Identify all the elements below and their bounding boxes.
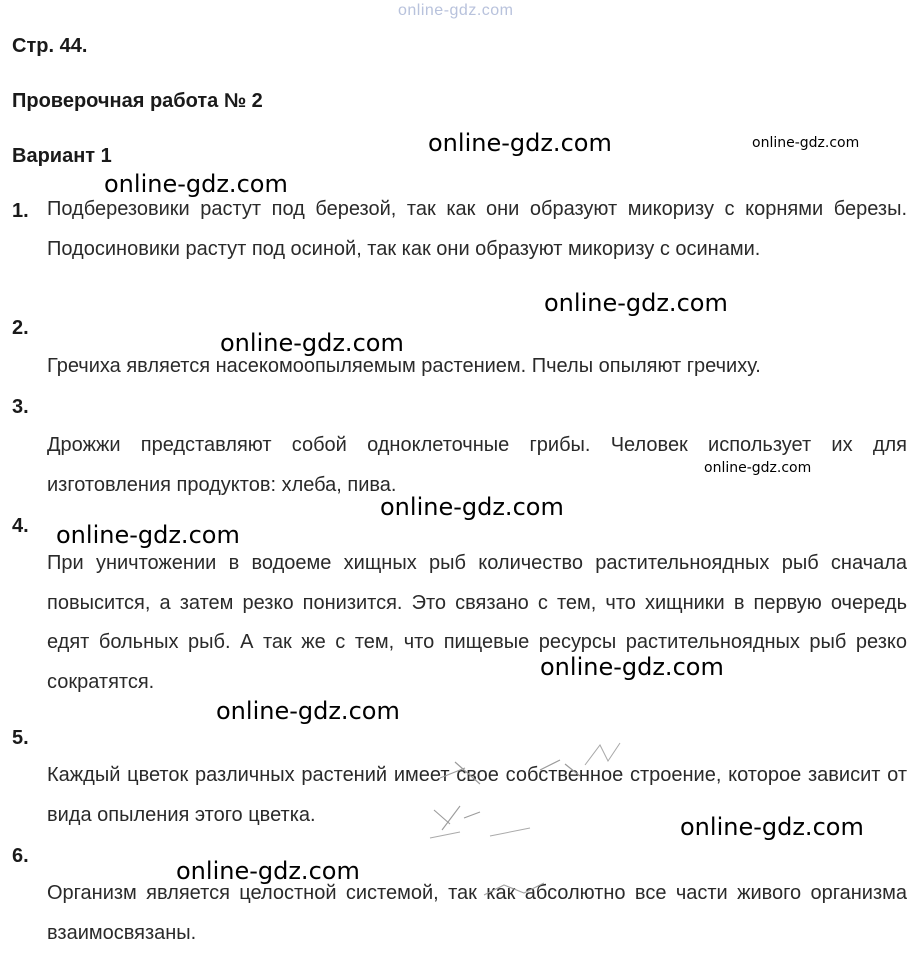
- answer-text: Дрожжи представляют собой одноклеточные грибы. Человек использует их для изготовления продуктов: хлеба, пива.: [47, 434, 907, 496]
- top-watermark: online-gdz.com: [398, 2, 514, 19]
- answer-text: Каждый цветок различных растений имеет свое собственное строение, которое зависит от вида опыления этого цветка.: [47, 764, 907, 826]
- answer-number: 5.: [12, 727, 29, 749]
- watermark: online-gdz.com: [380, 493, 564, 521]
- watermark: online-gdz.com: [752, 135, 860, 151]
- page-reference: Стр. 44.: [12, 35, 88, 57]
- watermark: online-gdz.com: [540, 653, 724, 681]
- watermark: online-gdz.com: [176, 857, 360, 885]
- variant-heading: Вариант 1: [12, 145, 112, 167]
- watermark: online-gdz.com: [216, 697, 400, 725]
- answer-text: При уничтожении в водоеме хищных рыб количество растительноядных рыб сначала повысится, а затем резко понизится. Это связано с тем, что хищники в первую очередь едят больных рыб. А так же с тем, что пищевые ресурсы растительноядных рыб резко сократятся.: [47, 552, 907, 693]
- watermark: online-gdz.com: [680, 813, 864, 841]
- answer-number: 3.: [12, 396, 29, 418]
- answer-text: Гречиха является насекомоопыляемым растением. Пчелы опыляют гречиху.: [47, 355, 761, 377]
- watermark: online-gdz.com: [544, 289, 728, 317]
- work-title: Проверочная работа № 2: [12, 90, 263, 112]
- answer-number: 4.: [12, 515, 29, 537]
- answer-text: Подберезовики растут под березой, так как они образуют микоризу с корнями березы. Подосиновики растут под осиной, так как они образуют микоризу с осинами.: [47, 198, 907, 260]
- watermark: online-gdz.com: [220, 329, 404, 357]
- watermark: online-gdz.com: [56, 521, 240, 549]
- answer-text: Организм является целостной системой, так как абсолютно все части живого организма взаимосвязаны.: [47, 882, 907, 944]
- answer-number: 6.: [12, 845, 29, 867]
- watermark: online-gdz.com: [704, 460, 812, 476]
- answer-number: 2.: [12, 317, 29, 339]
- watermark: online-gdz.com: [104, 170, 288, 198]
- answer-number: 1.: [12, 200, 29, 222]
- watermark: online-gdz.com: [428, 129, 612, 157]
